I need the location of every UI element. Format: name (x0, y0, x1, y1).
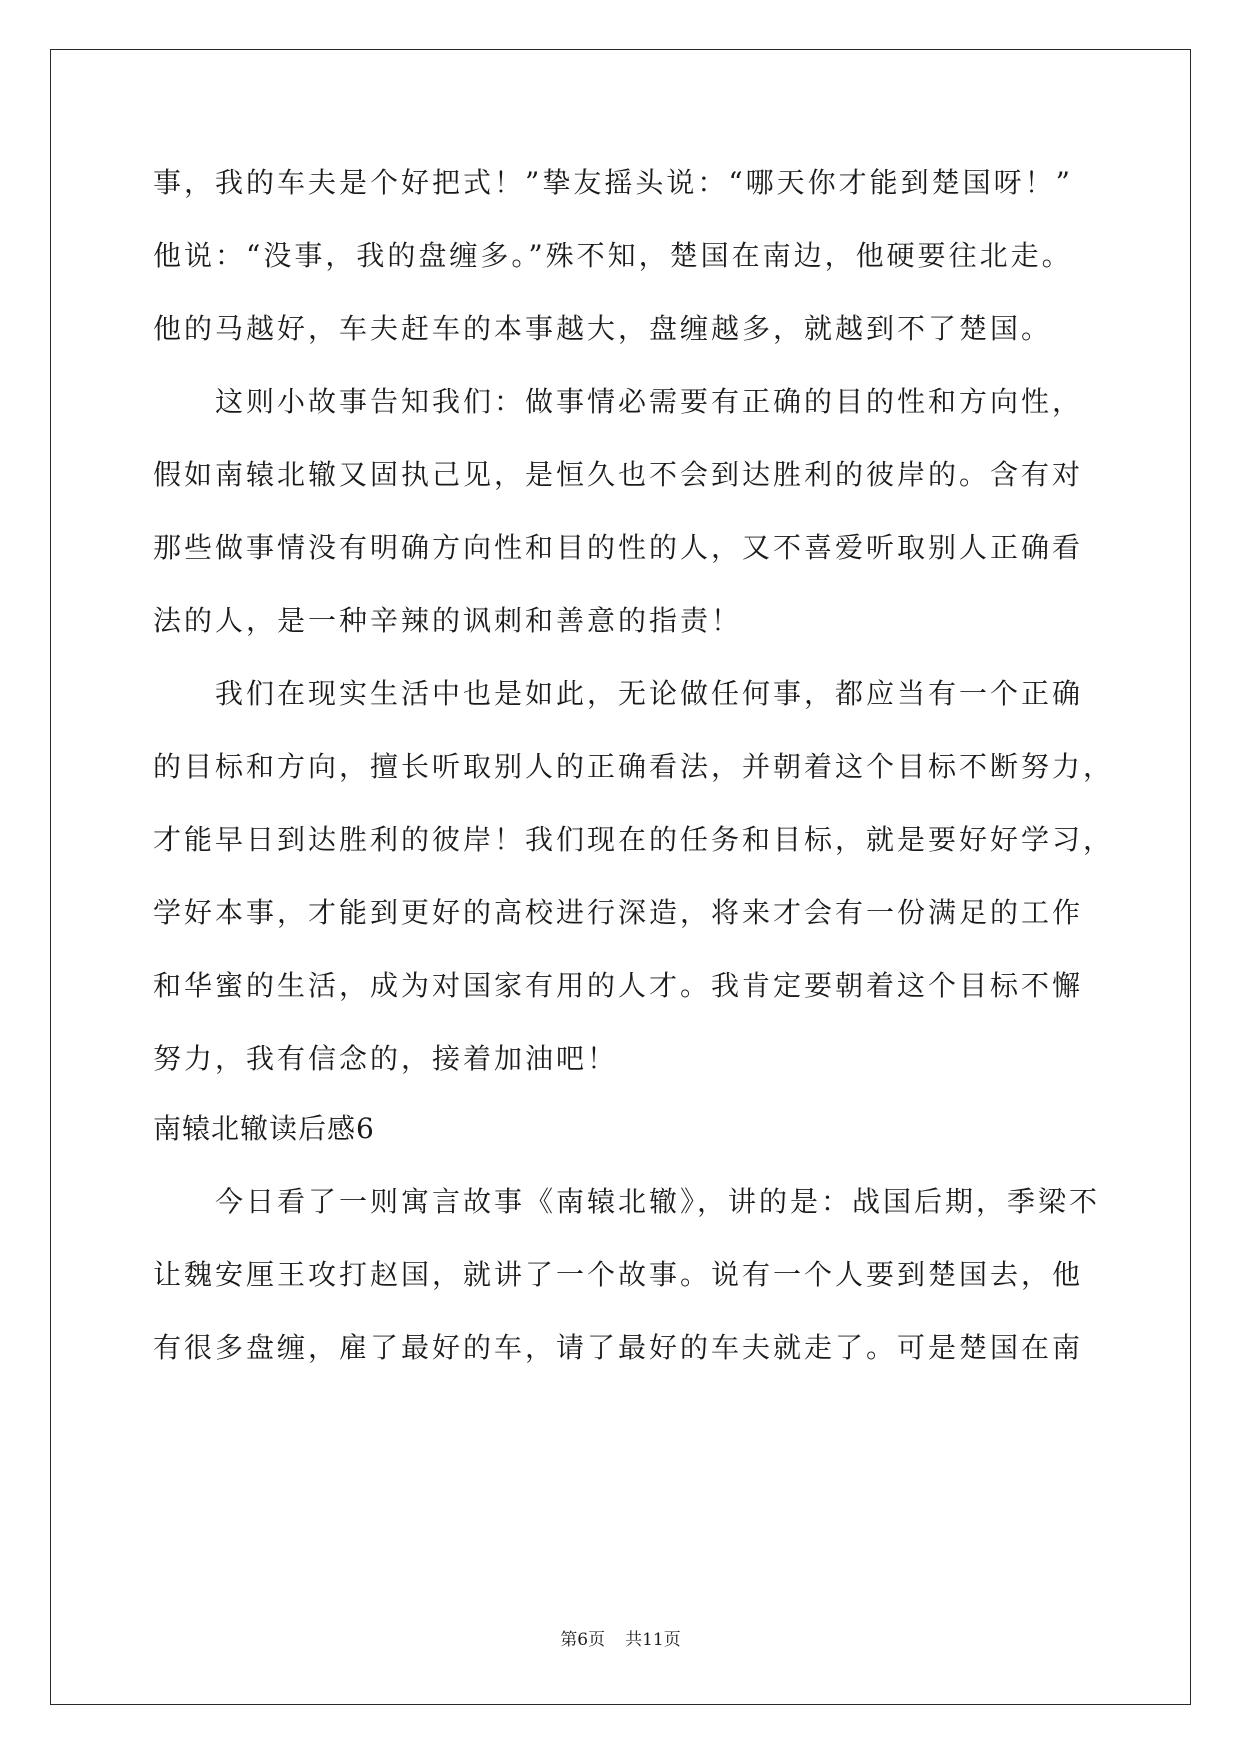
text-line: 事，我的车夫是个好把式！”挚友摇头说：“哪天你才能到楚国呀！” (153, 166, 1073, 199)
text-line: 他说：“没事，我的盘缠多。”殊不知，楚国在南边，他硬要往北走。 (153, 239, 1073, 272)
text-line: 有很多盘缠，雇了最好的车，请了最好的车夫就走了。可是楚国在南 (153, 1331, 1084, 1364)
text-line: 他的马越好，车夫赶车的本事越大，盘缠越多，就越到不了楚国。 (153, 312, 1053, 345)
text-line: 法的人，是一种辛辣的讽刺和善意的指责！ (153, 604, 743, 637)
paragraph-start-line: 这则小故事告知我们：做事情必需要有正确的目的性和方向性， (153, 385, 1084, 418)
text-line: 让魏安厘王攻打赵国，就讲了一个故事。说有一个人要到楚国去，他 (153, 1258, 1084, 1291)
text-line: 才能早日到达胜利的彼岸！我们现在的任务和目标，就是要好好学习， (153, 823, 1115, 856)
text-line: 努力，我有信念的，接着加油吧！ (153, 1042, 619, 1075)
paragraph-start-line: 今日看了一则寓言故事《南辕北辙》，讲的是：战国后期，季梁不 (153, 1185, 1101, 1218)
text-line: 学好本事，才能到更好的高校进行深造，将来才会有一份满足的工作 (153, 896, 1084, 929)
text-line: 的目标和方向，擅长听取别人的正确看法，并朝着这个目标不断努力， (153, 750, 1115, 783)
page-border (50, 49, 1191, 1705)
text-line: 假如南辕北辙又固执己见，是恒久也不会到达胜利的彼岸的。含有对 (153, 458, 1084, 491)
page-number: 第6页 (560, 1630, 606, 1650)
text-line: 和华蜜的生活，成为对国家有用的人才。我肯定要朝着这个目标不懈 (153, 969, 1084, 1002)
section-heading: 南辕北辙读后感6 (153, 1112, 375, 1145)
text-line: 那些做事情没有明确方向性和目的性的人，又不喜爱听取别人正确看 (153, 531, 1084, 564)
page-total: 共11页 (625, 1630, 681, 1650)
page-footer (0, 1628, 1241, 1652)
paragraph-start-line: 我们在现实生活中也是如此，无论做任何事，都应当有一个正确 (153, 677, 1084, 710)
